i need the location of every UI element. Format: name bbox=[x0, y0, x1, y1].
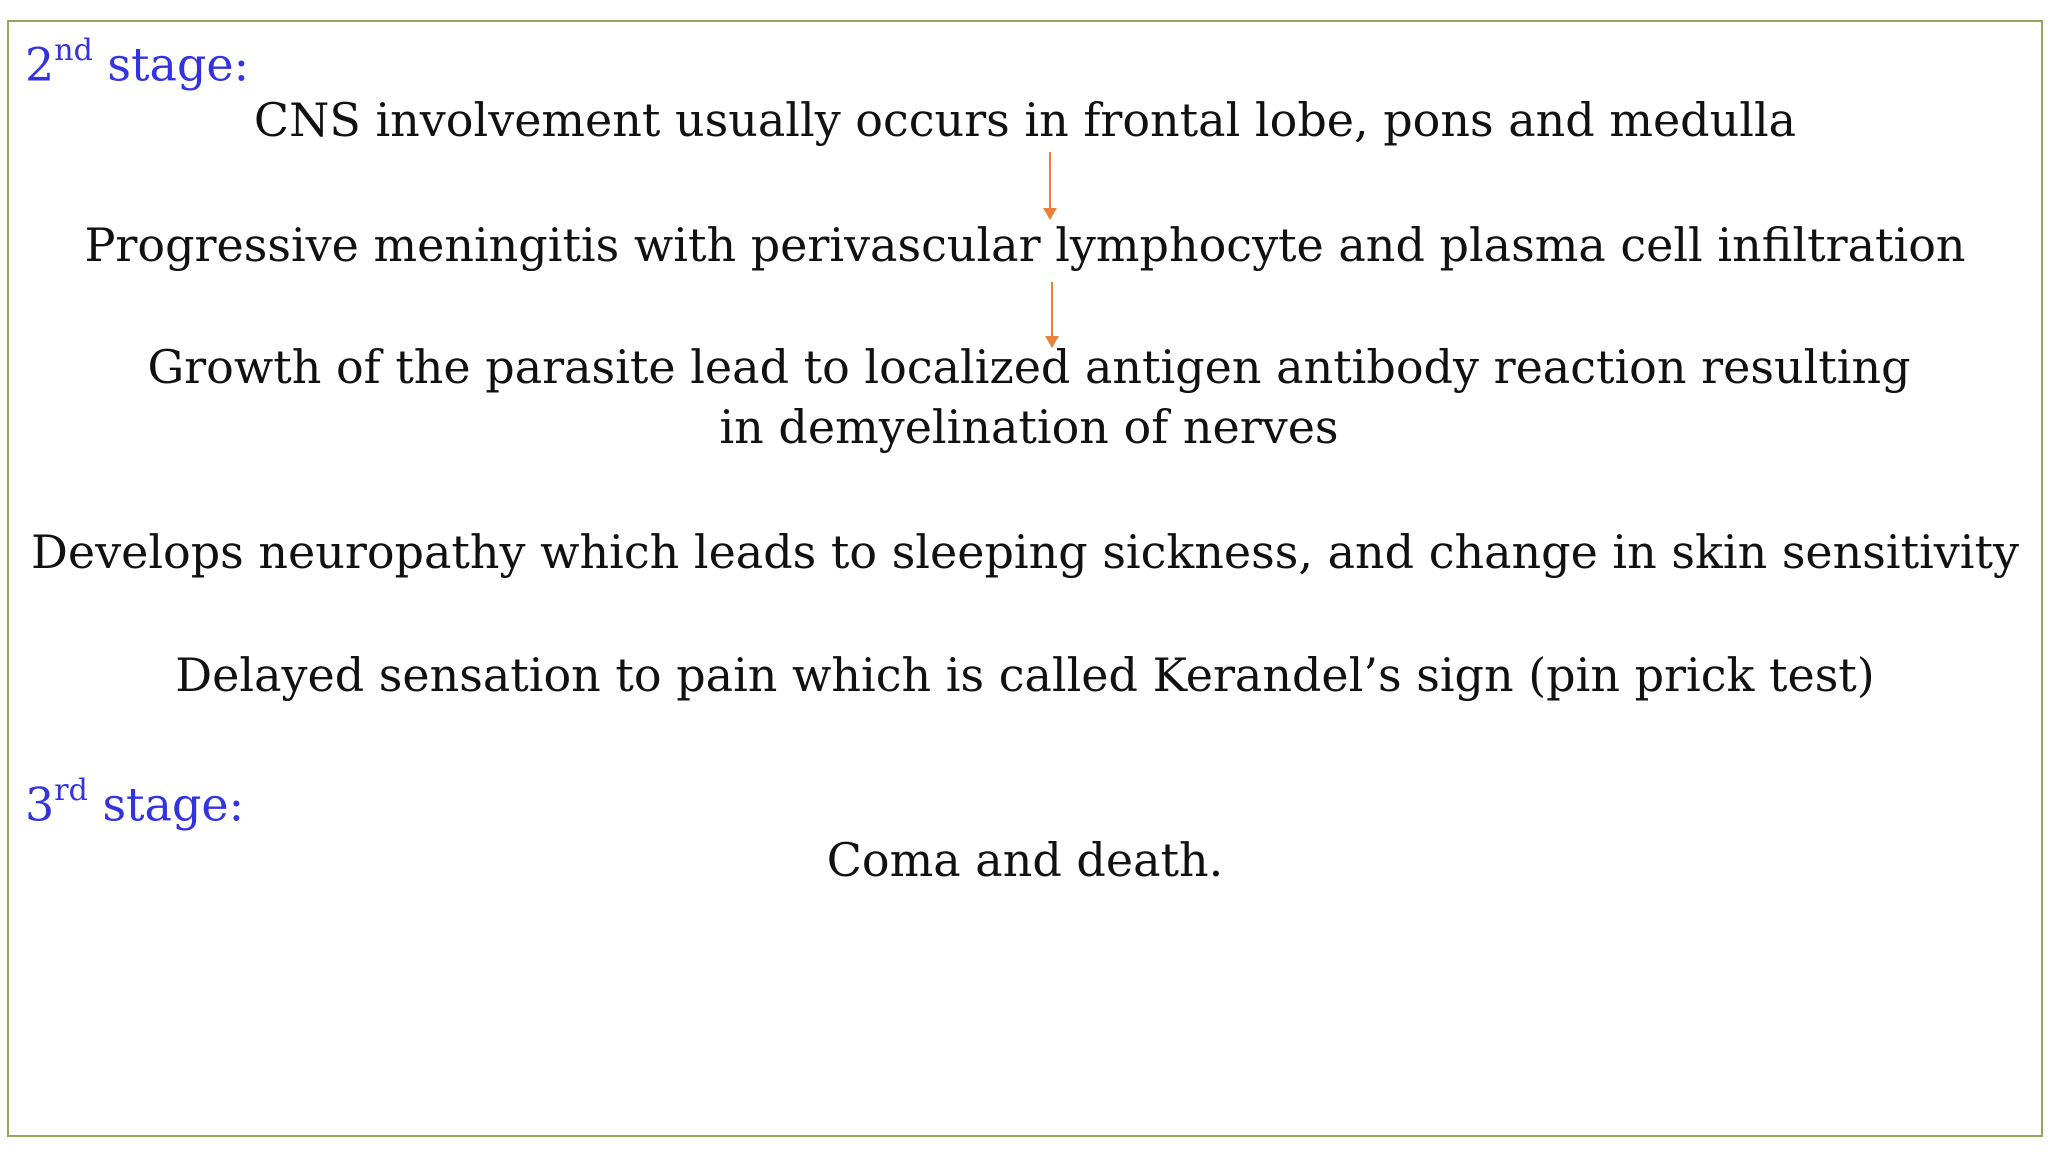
point-cns-involvement: CNS involvement usually occurs in frontal lobe, pons and medulla bbox=[253, 93, 1797, 147]
point-parasite-growth: Growth of the parasite lead to localized antigen antibody reaction resulting in demyelination of nerves bbox=[147, 340, 1911, 454]
point-neuropathy: Develops neuropathy which leads to sleeping sickness, and change in skin sensitivity bbox=[31, 525, 2019, 579]
stage-2-heading bbox=[25, 33, 250, 92]
slide bbox=[7, 20, 2043, 1137]
point-coma-and-death: Coma and death. bbox=[826, 833, 1224, 887]
stage-3-heading bbox=[25, 773, 245, 832]
arrow-down-icon bbox=[1049, 152, 1051, 218]
stage-3-label: stage: bbox=[87, 777, 245, 832]
stage-2-label: stage: bbox=[92, 37, 250, 92]
stage-2-suffix: nd bbox=[54, 33, 93, 68]
point-progressive-meningitis: Progressive meningitis with perivascular lymphocyte and plasma cell infiltration bbox=[84, 218, 1966, 272]
point-kerandel-sign: Delayed sensation to pain which is called Kerandel’s sign (pin prick test) bbox=[175, 648, 1875, 702]
stage-2-number: 2 bbox=[25, 37, 55, 92]
stage-3-suffix: rd bbox=[54, 773, 88, 808]
stage-3-number: 3 bbox=[25, 777, 55, 832]
